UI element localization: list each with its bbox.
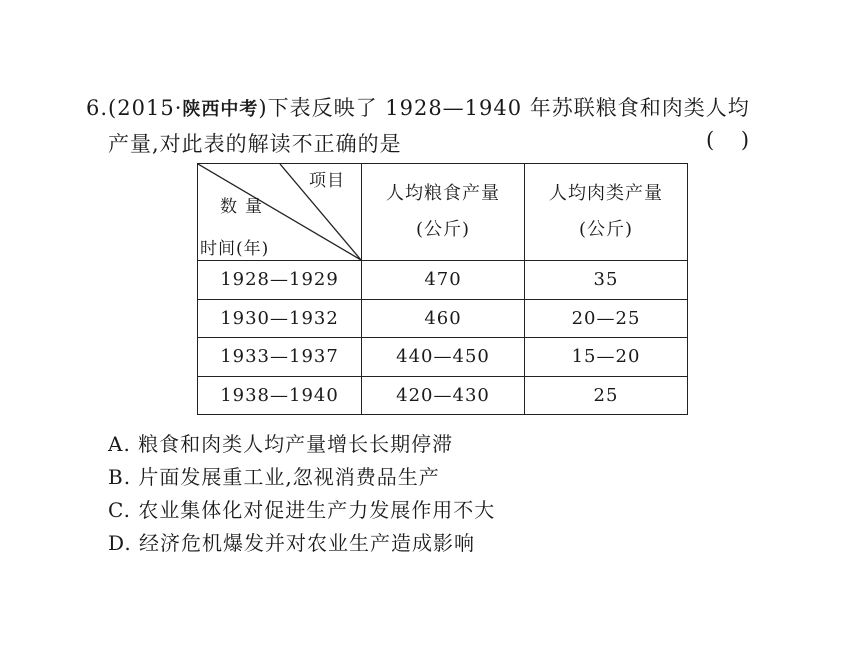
cell-period: 1938—1940 bbox=[198, 376, 362, 415]
option-d[interactable]: D. 经济危机爆发并对农业生产造成影响 bbox=[108, 531, 476, 555]
option-c[interactable]: C. 农业集体化对促进生产力发展作用不大 bbox=[108, 498, 496, 522]
header-meat bbox=[525, 164, 688, 261]
question-text-line2: 产量,对此表的解读不正确的是 bbox=[108, 132, 402, 156]
cell-meat: 35 bbox=[525, 261, 688, 300]
table-row bbox=[198, 299, 688, 338]
source-dot: · bbox=[174, 96, 183, 120]
corner-cell bbox=[198, 164, 362, 261]
corner-label-item: 项目 bbox=[309, 171, 345, 191]
question-stem-line1 bbox=[86, 92, 750, 122]
cell-meat: 25 bbox=[525, 376, 688, 415]
cell-period: 1933—1937 bbox=[198, 338, 362, 377]
corner-label-time: 时间(年) bbox=[200, 239, 270, 259]
option-b[interactable]: B. 片面发展重工业,忽视消费品生产 bbox=[108, 465, 440, 489]
cell-grain: 460 bbox=[362, 299, 525, 338]
header-grain bbox=[362, 164, 525, 261]
cell-grain: 470 bbox=[362, 261, 525, 300]
cell-grain: 440—450 bbox=[362, 338, 525, 377]
option-a[interactable]: A. 粮食和肉类人均产量增长长期停滞 bbox=[108, 432, 454, 456]
cell-grain: 420—430 bbox=[362, 376, 525, 415]
question-number: 6. bbox=[86, 96, 109, 120]
cell-meat: 20—25 bbox=[525, 299, 688, 338]
table-header-row bbox=[198, 164, 688, 261]
cell-period: 1928—1929 bbox=[198, 261, 362, 300]
data-table bbox=[197, 163, 688, 415]
header-grain-title: 人均粮食产量 bbox=[386, 183, 500, 204]
corner-label-quantity: 数量 bbox=[220, 197, 270, 217]
question-text-line1: )下表反映了 1928—1940 年苏联粮食和肉类人均 bbox=[258, 96, 750, 120]
table-row bbox=[198, 261, 688, 300]
header-meat-unit: (公斤) bbox=[578, 219, 634, 240]
table-row bbox=[198, 376, 688, 415]
table-row bbox=[198, 338, 688, 377]
question-year: (2015 bbox=[108, 96, 175, 120]
header-grain-unit: (公斤) bbox=[415, 219, 471, 240]
answer-blank[interactable]: ( ) bbox=[706, 128, 750, 152]
cell-period: 1930—1932 bbox=[198, 299, 362, 338]
cell-meat: 15—20 bbox=[525, 338, 688, 377]
header-meat-title: 人均肉类产量 bbox=[549, 183, 663, 204]
question-source: 陕西中考 bbox=[182, 99, 259, 120]
